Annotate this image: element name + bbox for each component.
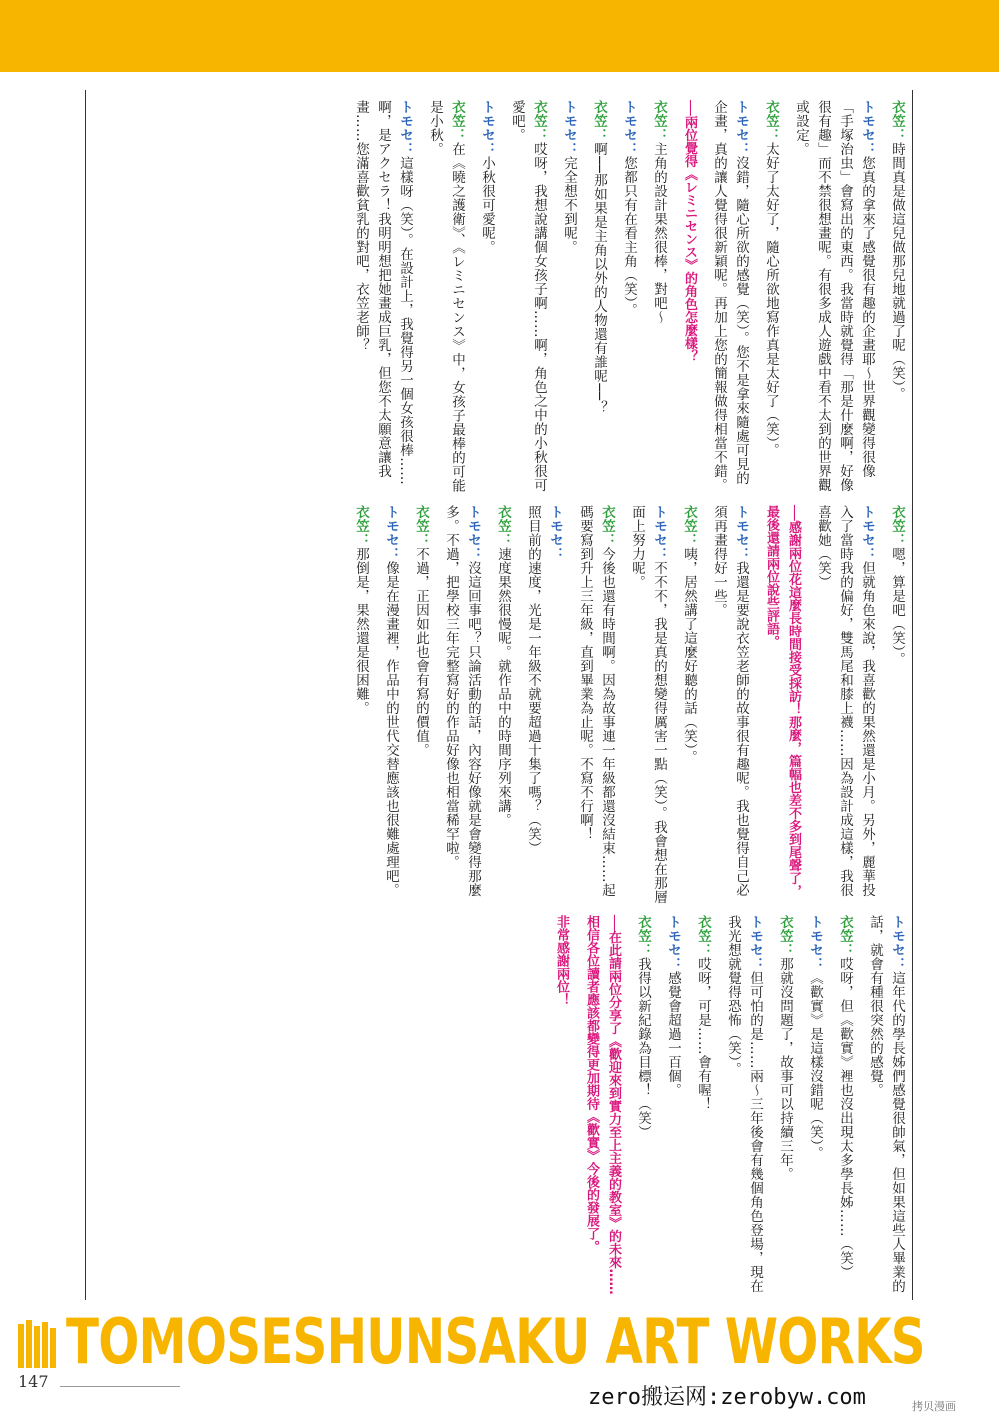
dialogue-text: 那倒是，果然還是很困難。 [353,547,369,715]
interviewer-question: ──感謝兩位花這麼長時間接受採訪！那麼，篇幅也差不多到尾聲了，最後還請兩位說些評語。 [764,505,801,898]
dialogue-text: 這年代的學長姊們感覺很帥氣，但如果這些人畢業的話，就會有種很突然的感覺。 [867,915,905,1293]
dialogue-text: 我得以新紀錄為目標！（笑） [635,957,651,1139]
dialogue-line [886,100,908,495]
dialogue-line [648,100,670,495]
speaker-label: トモセ [807,915,823,957]
page-number: 147 [18,1372,49,1391]
dialogue-line [864,915,908,1295]
speaker-separator: ： [747,957,763,971]
frame-line-left [85,90,86,1300]
dialogue-text: 這樣呀（笑）。在設計上，我覺得另一個女孩很棒……啊，是アクセラ！我明明想把她畫成巨乳，但您不太願意讓我畫……您滿喜歡貧乳的對吧，衣笠老師？ [353,100,413,486]
closing-thanks: 非常感謝兩位！ [554,915,569,1006]
speaker-separator: ： [547,547,563,561]
dialogue-text: 我還是要說衣笠老師的故事很有趣呢。我也覺得自己必須再畫得好一些。 [711,505,749,897]
dialogue-text: 像是在漫畫裡，作品中的世代交替應該也很難處理吧。 [383,561,399,897]
dialogue-text: 小秋很可愛呢。 [479,156,495,254]
speaker-separator: ： [531,128,547,142]
frame-line-right [912,90,913,1300]
dialogue-text: 不不不，我是真的想變得厲害一點（笑）。我會想在那層面上努力呢。 [629,505,667,905]
speaker-label: 衣笠 [531,100,547,128]
dialogue-text: 《歡實》是這樣沒錯呢（笑）。 [807,971,823,1161]
dialogue-text: 但就角色來說，我喜歡的果然還是小月。另外，麗華投入了當時我的偏好，雙馬尾和膝上襪……因為設計成這樣，我很喜歡她（笑） [815,505,875,897]
speaker-separator: ： [479,142,495,156]
speaker-label: トモセ [651,505,667,547]
dialogue-text: 時間真是做這兒做那兒地就過了呢（笑）。 [889,142,905,402]
speaker-separator: ： [807,957,823,971]
speaker-label: トモセ [465,505,481,547]
speaker-label: 衣笠 [413,505,429,533]
interviewer-question: ──在此請兩位分享了《歡迎來到實力至上主義的教室》的未來……相信各位讀者應該都變得更加期待《歡實》今後的發展了。 [584,915,621,1295]
speaker-label: 衣笠 [889,100,905,128]
speaker-separator: ： [889,533,905,547]
speaker-separator: ： [837,943,853,957]
dialogue-text: 今後也還有時間啊。因為故事連一年級都還沒結束……起碼要寫到升上三年級，直到畢業為止呢。不寫不行啊！ [577,505,615,897]
dialogue-line [834,915,856,1295]
dialogue-line [558,100,580,495]
speaker-label: 衣笠 [681,505,697,533]
dialogue-line [626,505,670,910]
dialogue-line [812,505,878,910]
dialogue-text: 咦，居然講了這麼好聽的話（笑）。 [681,547,697,765]
dialogue-line [618,100,640,495]
dialogue-line [588,100,610,495]
speaker-separator: ： [651,128,667,142]
speaker-label: トモセ [733,100,749,142]
dialogue-text: 主角的設計果然很棒，對吧～ [651,142,667,324]
watermark-sub-text: 拷贝漫画 [912,1400,956,1413]
speaker-label: トモセ [747,915,763,957]
top-color-band [0,0,999,72]
dialogue-line [574,505,618,910]
speaker-separator: ： [763,128,779,142]
speaker-label: 衣笠 [599,505,615,533]
speaker-separator: ： [695,943,711,957]
dialogue-line [760,100,782,495]
book-logo-icon [16,1318,60,1370]
footer-title: TOMOSESHUNSAKU ART WORKS [66,1305,925,1378]
dialogue-text: 但可怕的是……兩～三年後會有幾個角色登場，現在我光想就覺得恐怖（笑）。 [725,915,763,1293]
dialogue-line [662,915,684,1295]
speaker-separator: ： [733,547,749,561]
dialogue-line [492,505,514,910]
footer-rule [60,1386,180,1387]
speaker-label: トモセ [889,915,905,957]
speaker-label: 衣笠 [495,505,511,533]
dialogue-line [804,915,826,1295]
speaker-separator: ： [561,142,577,156]
dialogue-text: 在《曉之護衛》、《レミニセンス》中，女孩子最棒的可能是小秋。 [427,100,465,493]
dialogue-line [678,505,700,910]
interviewer-question: ──兩位覺得《レミニセンス》的角色怎麼樣？ [682,100,697,363]
speaker-label: 衣笠 [763,100,779,128]
speaker-separator: ： [397,142,413,156]
speaker-separator: ： [591,128,607,142]
dialogue-text: 感覺會超過一百個。 [665,971,681,1097]
speaker-label: 衣笠 [889,505,905,533]
speaker-label: トモセ [561,100,577,142]
speaker-separator: ： [495,533,511,547]
dialogue-text: 啊──那如果是主角以外的人物還有誰呢──？ [591,142,607,415]
speaker-label: 衣笠 [591,100,607,128]
dialogue-text: 太好了太好了，隨心所欲地寫作真是太好了（笑）。 [763,142,779,458]
dialogue-text: 嗯，算是吧（笑）。 [889,547,905,667]
speaker-separator: ： [413,533,429,547]
speaker-label: トモセ [383,505,399,547]
speaker-label: 衣笠 [651,100,667,128]
speaker-label: トモセ [479,100,495,142]
dialogue-line [440,505,484,910]
speaker-separator: ： [777,943,793,957]
speaker-separator: ： [665,957,681,971]
interview-tier-2 [90,505,908,910]
dialogue-line [632,915,654,1295]
dialogue-line [410,505,432,910]
speaker-label: 衣笠 [635,915,651,943]
dialogue-line [506,100,550,495]
interview-tier-1 [90,100,908,495]
speaker-separator: ： [353,533,369,547]
dialogue-text: 照目前的速度，光是一年級不就要超過十集了嗎？（笑） [525,505,541,855]
speaker-separator: ： [635,943,651,957]
dialogue-line [708,100,752,495]
speaker-label: 衣笠 [353,505,369,533]
speaker-separator: ： [889,128,905,142]
speaker-separator: ： [859,142,875,156]
speaker-label: トモセ [859,100,875,142]
speaker-label: 衣笠 [695,915,711,943]
watermark-text: zero搬运网:zerobyw.com [588,1385,866,1410]
speaker-separator: ： [889,957,905,971]
dialogue-line [722,915,766,1295]
dialogue-line [380,505,402,910]
speaker-label: トモセ [859,505,875,547]
dialogue-line [774,915,796,1295]
speaker-separator: ： [465,547,481,561]
dialogue-line [886,505,908,910]
dialogue-text: 您都只有在看主角（笑）。 [621,156,637,318]
dialogue-text: 那就沒問題了，故事可以持續三年。 [777,957,793,1181]
dialogue-line [790,100,878,495]
dialogue-line [350,100,416,495]
dialogue-line [708,505,752,910]
dialogue-text: 哎呀，可是……會有喔！ [695,957,711,1111]
interview-tier-3 [90,915,908,1295]
dialogue-line [522,505,566,910]
dialogue-line [424,100,468,495]
dialogue-text: 完全想不到呢。 [561,156,577,254]
speaker-separator: ： [621,142,637,156]
dialogue-text: 哎呀，我想說講個女孩子啊……啊，角色之中的小秋很可愛吧。 [509,100,547,492]
speaker-separator: ： [651,547,667,561]
dialogue-text: 您真的拿來了感覺很有趣的企畫耶～世界觀變得很像「手塚治虫」會寫出的東西。我當時就覺得「那是什麼啊，好像很有趣」而不禁很想畫呢。有很多成人遊戲中看不太到的世界觀或設定。 [793,100,875,492]
dialogue-text: 不過，正因如此也會有寫的價值。 [413,547,429,757]
speaker-separator: ： [599,533,615,547]
speaker-separator: ： [681,533,697,547]
speaker-label: 衣笠 [777,915,793,943]
dialogue-text: 哎呀，但《歡實》裡也沒出現太多學長姊……（笑） [837,957,853,1279]
speaker-separator: ： [449,128,465,142]
dialogue-line [350,505,372,910]
speaker-label: トモセ [547,505,563,547]
dialogue-text: 沒這回事吧？只論活動的話，內容好像就是會變得那麼多。不過，把學校三年完整寫好的作品好像也相當稀罕啦。 [443,505,481,897]
dialogue-text: 沒錯，隨心所欲的感覺（笑）。您不是拿來隨處可見的企畫，真的讓人覺得很新穎呢。再加上您的簡報做得相當不錯。 [711,100,749,492]
dialogue-line [476,100,498,495]
dialogue-line [692,915,714,1295]
speaker-label: トモセ [397,100,413,142]
speaker-separator: ： [859,547,875,561]
speaker-label: 衣笠 [449,100,465,128]
speaker-label: 衣笠 [837,915,853,943]
dialogue-text: 速度果然很慢呢。就作品中的時間序列來講。 [495,547,511,827]
speaker-separator: ： [733,142,749,156]
speaker-label: トモセ [621,100,637,142]
speaker-separator: ： [383,547,399,561]
speaker-label: トモセ [733,505,749,547]
speaker-label: トモセ [665,915,681,957]
